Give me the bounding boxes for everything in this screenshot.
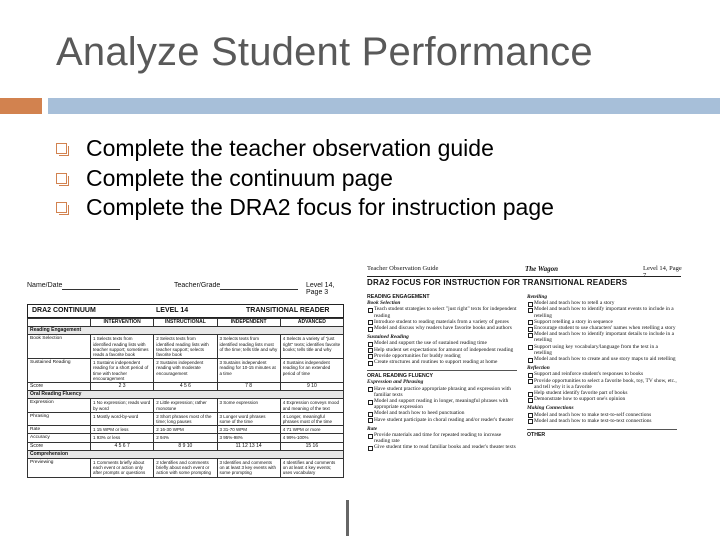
focus-item: Give student time to read familiar books and reader's theater texts [367, 444, 517, 450]
table-cell: 2 16-30 WPM [154, 426, 217, 434]
table-cell: 4 99%-100% [280, 434, 343, 442]
table-cell: 4 Expression conveys mood and meaning of the text [280, 399, 343, 412]
table-cell: 4 Identifies and comments on at least 4 key events; uses vocabulary [280, 459, 343, 478]
row-label: Book Selection [28, 335, 91, 359]
score-cell: 15 16 [280, 442, 343, 450]
checkbox-bullet-icon [56, 143, 67, 154]
score-row [28, 442, 344, 450]
table-cell: 1 93% or less [91, 434, 154, 442]
table-row [28, 399, 344, 412]
table-cell: 3 95%-98% [217, 434, 280, 442]
table-cell: 4 Longer, meaningful phrases most of the time [280, 412, 343, 425]
col-header: INTERVENTION [91, 319, 154, 327]
focus-item: Create structures and routines to support reading at home [367, 359, 517, 365]
table-cell: 4 71 WPM or more [280, 426, 343, 434]
name-date-label: Name/Date [27, 282, 63, 289]
focus-subheading: Making Connections [527, 405, 574, 412]
continuum-stage: TRANSITIONAL READER [246, 307, 330, 314]
table-cell: 3 Selects texts from identified reading lists most of the time; tells title and why [217, 335, 280, 359]
name-date-line [62, 289, 120, 290]
table-cell: 1 Comments briefly about each event or action only after prompts or questions [91, 459, 154, 478]
score-cell: 4 5 6 [154, 383, 217, 391]
table-cell: 1 Mostly word-by-word [91, 412, 154, 425]
table-cell: 3 Identifies and comments on at least 3 key events with some prompting [217, 459, 280, 478]
table-cell: 1 Sustains independent reading for a short period of time with teacher encouragement [91, 359, 154, 383]
focus-item: Support retelling a story in sequence [527, 319, 677, 325]
focus-item: Model and teach how to make text-to-text connections [527, 418, 677, 424]
continuum-page-image [24, 282, 349, 534]
table-cell: 2 Little expression; rather monotone [154, 399, 217, 412]
table-cell: 2 Sustains independent reading with moderate encouragement [154, 359, 217, 383]
focus-item: Provide opportunities for buddy reading [367, 353, 517, 359]
section-header: Oral Reading Fluency [28, 391, 344, 399]
table-row [28, 412, 344, 425]
focus-divider [367, 370, 517, 371]
focus-item: Model and support reading in longer, meaningful phrases with appropriate expression [367, 398, 517, 410]
focus-header-left: Teacher Observation Guide [367, 265, 439, 272]
table-cell: 3 Sustains independent reading for 10-15 minutes at a time [217, 359, 280, 383]
focus-item: Model and teach how to heed punctuation [367, 410, 517, 416]
col-header: INDEPENDENT [217, 319, 280, 327]
focus-subheading: Expression and Phrasing [367, 379, 424, 386]
bullet-text: Complete the continuum page [86, 164, 393, 191]
score-label: Score [28, 383, 91, 391]
checkbox-bullet-icon [56, 173, 67, 184]
level-page-label: Level 14, Page 3 [306, 282, 335, 296]
table-row [28, 459, 344, 478]
focus-subheading: Retelling [527, 294, 548, 300]
focus-item: Model and teach how to make text-to-self connections [527, 412, 677, 418]
focus-item: Help student identify favorite part of books [527, 390, 677, 396]
table-row [28, 359, 344, 383]
focus-item: Demonstrate how to support one's opinion [527, 396, 677, 402]
table-cell: 3 Longer word phrases some of the time [217, 412, 280, 425]
focus-left-column [367, 292, 517, 451]
table-row [28, 426, 344, 434]
focus-title: DRA2 FOCUS FOR INSTRUCTION FOR TRANSITIONAL READERS [367, 278, 628, 287]
row-label: Rate [28, 426, 91, 434]
focus-item: Support using key vocabulary/language from the text in a retelling [527, 344, 677, 356]
focus-item: Have student practice appropriate phrasing and expression with familiar texts [367, 386, 517, 398]
focus-item: Model and discuss why readers have favorite books and authors [367, 325, 517, 331]
accent-bar-orange [0, 98, 42, 114]
table-cell: 3 Some expression [217, 399, 280, 412]
col-header: INSTRUCTIONAL [154, 319, 217, 327]
focus-item: Support and reinforce student's responses to books [527, 371, 677, 377]
continuum-title: DRA2 CONTINUUM [32, 307, 96, 314]
table-cell: 2 Identifies and comments briefly about each event or action with some prompting [154, 459, 217, 478]
focus-subheading: Rate [367, 425, 378, 432]
score-cell: 4 5 6 7 [91, 442, 154, 450]
table-cell: 4 Sustains independent reading for an extended period of time [280, 359, 343, 383]
focus-item: Model and teach how to create and use story maps to aid retelling [527, 356, 677, 362]
focus-page-image [365, 260, 685, 540]
bullet-item [56, 164, 554, 194]
focus-right-column [527, 294, 677, 438]
table-row [28, 335, 344, 359]
bullet-text: Complete the DRA2 focus for instruction page [86, 194, 554, 220]
focus-item: Encourage student to use characters' names when retelling a story [527, 325, 677, 331]
score-cell: 7 8 [217, 383, 280, 391]
table-cell: 1 15 WPM or less [91, 426, 154, 434]
bullet-item [56, 134, 554, 164]
checkbox-bullet-icon [56, 202, 67, 213]
focus-header-right: Level 14, Page 7 [643, 265, 682, 279]
row-label: Sustained Reading [28, 359, 91, 383]
focus-item: Provide opportunities to select a favorite book, toy, TV show, etc., and tell why it is a favorite [527, 378, 677, 390]
score-cell: 9 10 [280, 383, 343, 391]
row-label: Accuracy [28, 434, 91, 442]
teacher-grade-label: Teacher/Grade [174, 282, 221, 289]
focus-header-rule [367, 276, 681, 277]
focus-item: Model and support the use of sustained reading time [367, 340, 517, 346]
focus-item: Provide materials and time for repeated reading to increase reading rate [367, 432, 517, 444]
row-label: Previewing [28, 459, 91, 478]
col-header: ADVANCED [280, 319, 343, 327]
focus-item: Introduce student to reading materials from a variety of genres [367, 319, 517, 325]
table-cell: 1 Selects texts from identified reading lists with teacher support; sometimes reads a favorite book [91, 335, 154, 359]
row-label: Phrasing [28, 412, 91, 425]
bullet-text: Complete the teacher observation guide [86, 135, 494, 161]
bullet-list [56, 134, 554, 223]
focus-item: Model and teach how to retell a story [527, 300, 677, 306]
score-label: Score [28, 442, 91, 450]
table-cell: 4 Selects a variety of "just right" texts; identifies favorite books; tells title and why [280, 335, 343, 359]
continuum-title-bar [27, 304, 344, 318]
teacher-grade-line [220, 289, 298, 290]
focus-item: Help student set expectations for amount of independent reading [367, 347, 517, 353]
section-header: Reading Engagement [28, 327, 344, 335]
page-edge-shadow [346, 500, 349, 536]
focus-subheading: Sustained Reading [367, 334, 409, 341]
row-label: Expression [28, 399, 91, 412]
accent-bar-blue [48, 98, 720, 114]
score-cell: 8 9 10 [154, 442, 217, 450]
score-cell: 11 12 13 14 [217, 442, 280, 450]
focus-subheading: Book Selection [367, 300, 401, 307]
corner-cell [28, 319, 91, 327]
focus-item: Model and teach how to identify important events to include in a retelling [527, 306, 677, 318]
focus-divider [527, 429, 677, 430]
continuum-table [27, 318, 344, 478]
slide-title: Analyze Student Performance [56, 30, 593, 74]
focus-section-heading: ORAL READING FLUENCY [367, 373, 433, 380]
section-header: Comprehension [28, 450, 344, 458]
focus-item: Have student participate in choral reading and/or reader's theater [367, 417, 517, 423]
bullet-item [56, 193, 554, 223]
focus-header-title: The Wagon [525, 265, 558, 273]
focus-item: Model and teach how to identify important details to include in a retelling [527, 331, 677, 343]
table-row [28, 434, 344, 442]
table-cell: 2 Selects texts from identified reading lists with teacher support; selects favorite book [154, 335, 217, 359]
focus-section-heading: OTHER [527, 432, 546, 439]
focus-section-heading: READING ENGAGEMENT [367, 294, 430, 300]
score-row [28, 383, 344, 391]
table-cell: 2 Short phrases most of the time; long pauses [154, 412, 217, 425]
score-cell: 2 3 [91, 383, 154, 391]
table-cell: 2 94% [154, 434, 217, 442]
continuum-level: LEVEL 14 [156, 307, 189, 314]
table-cell: 1 No expression; reads word by word [91, 399, 154, 412]
focus-subheading: Reflection [527, 365, 550, 372]
focus-item: Teach student strategies to select "just right" texts for independent reading [367, 306, 517, 318]
table-cell: 3 31-70 WPM [217, 426, 280, 434]
